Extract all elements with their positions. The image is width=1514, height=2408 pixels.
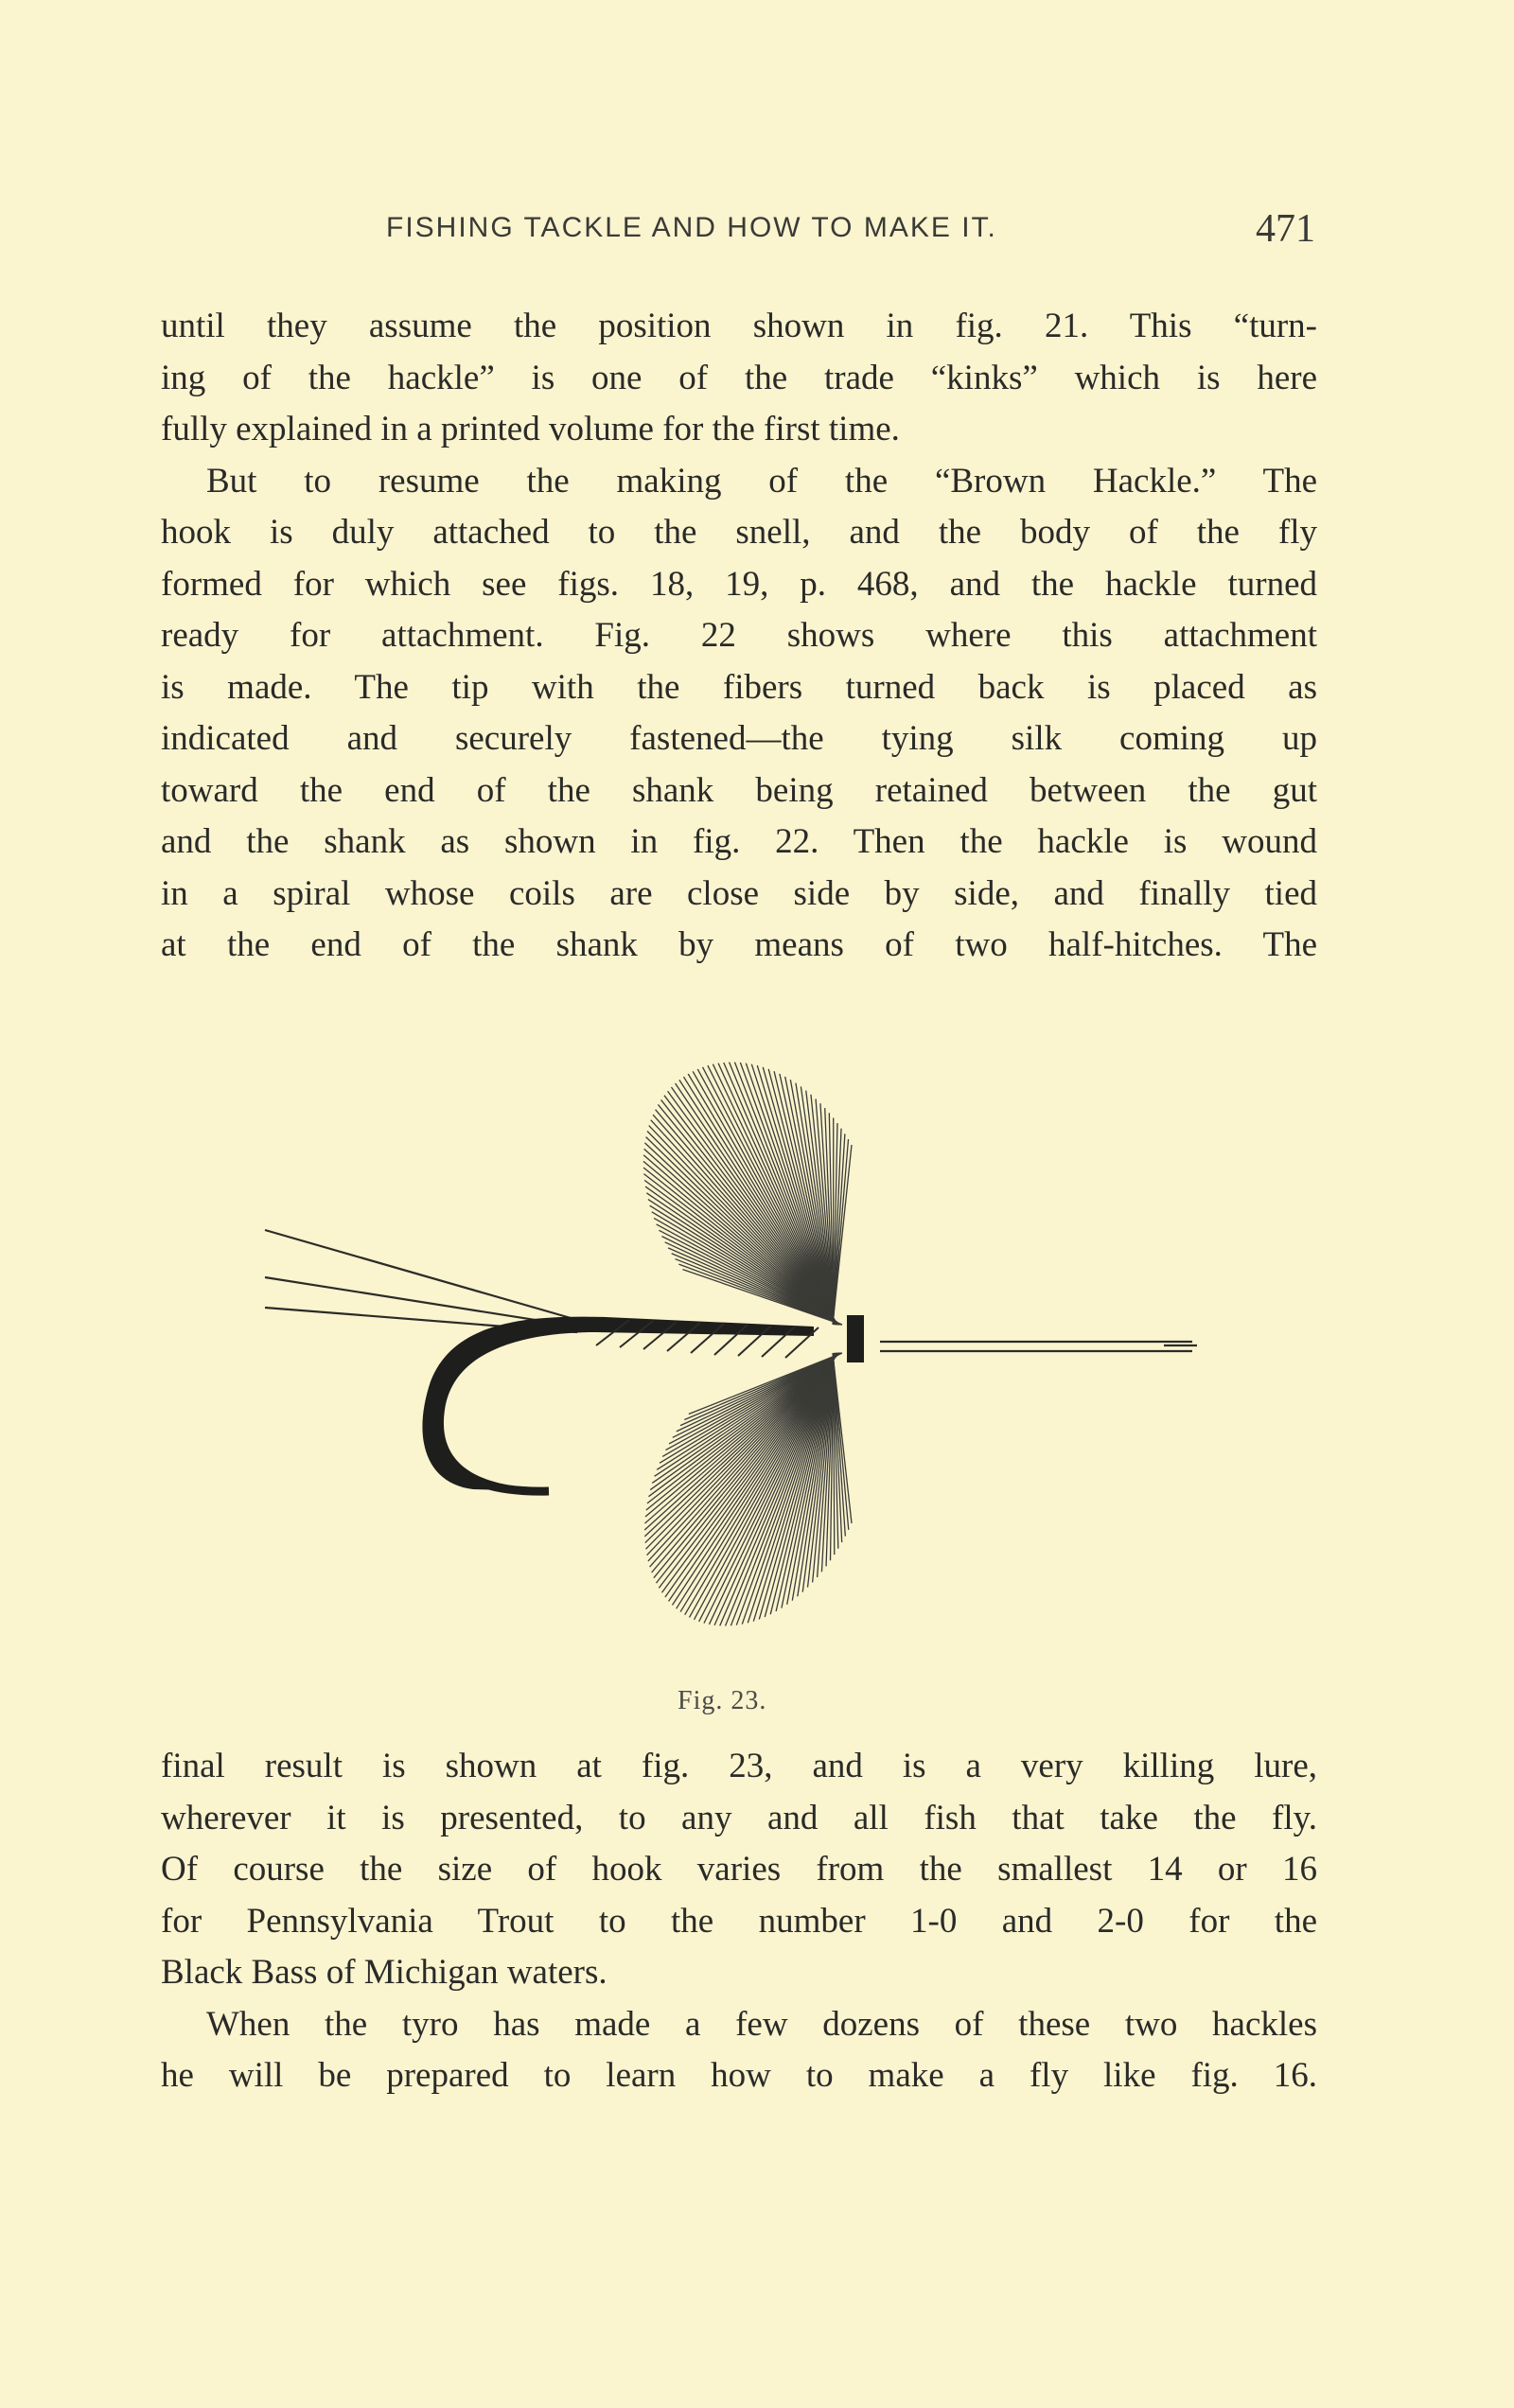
hackle-fibers-upper (643, 1063, 852, 1325)
brown-hackle-fly-drawing (255, 993, 1211, 1713)
text-line: toward the end of the shank being retained between the gut (161, 770, 1317, 810)
text-line: hook is duly attached to the snell, and the body of the fly (161, 513, 1317, 552)
text-line: final result is shown at fig. 23, and is a very killing lure, (161, 1747, 1317, 1785)
text-line: fully explained in a printed volume for the first time. (161, 410, 900, 448)
text-line: But to resume the making of the “Brown Hackle.” The (206, 461, 1317, 501)
running-title: FISHING TACKLE AND HOW TO MAKE IT. (386, 212, 997, 243)
page-number: 471 (1256, 207, 1315, 251)
hackle-fiber (653, 1115, 838, 1325)
text-line: Black Bass of Michigan waters. (161, 1953, 607, 1992)
text-line: When the tyro has made a few dozens of these two hackles (206, 2004, 1317, 2044)
body-text-bottom (161, 1741, 1317, 2102)
fly-illustration (255, 993, 1211, 1713)
running-head (161, 204, 1315, 261)
hackle-fibers-lower (644, 1353, 852, 1626)
hackle-fiber (643, 1174, 839, 1325)
text-line: ready for attachment. Fig. 22 shows where this attachment (161, 616, 1317, 655)
text-line: Of course the size of hook varies from the smallest 14 or 16 (161, 1850, 1317, 1889)
text-line: ing of the hackle” is one of the trade “kinks” which is here (161, 358, 1317, 397)
head-wrap (847, 1315, 864, 1362)
body-text-top (161, 301, 1317, 972)
text-line: formed for which see figs. 18, 19, p. 468, and the hackle turned (161, 564, 1317, 604)
text-line: is made. The tip with the fibers turned back is placed as (161, 667, 1317, 707)
text-line: indicated and securely fastened—the tying silk coming up (161, 719, 1317, 758)
text-line: wherever it is presented, to any and all fish that take the fly. (161, 1798, 1317, 1837)
text-line: until they assume the position shown in fig. 21. This “turn- (161, 307, 1317, 345)
text-line: and the shank as shown in fig. 22. Then the hackle is wound (161, 822, 1317, 861)
text-line: at the end of the shank by means of two half-hitches. The (161, 925, 1317, 964)
text-line: for Pennsylvania Trout to the number 1-0 and 2-0 for the (161, 1901, 1317, 1941)
text-line: he will be prepared to learn how to make a fly like fig. 16. (161, 2056, 1317, 2095)
text-line: in a spiral whose coils are close side by side, and finally tied (161, 873, 1317, 913)
figure-caption: Fig. 23. (678, 1686, 767, 1715)
